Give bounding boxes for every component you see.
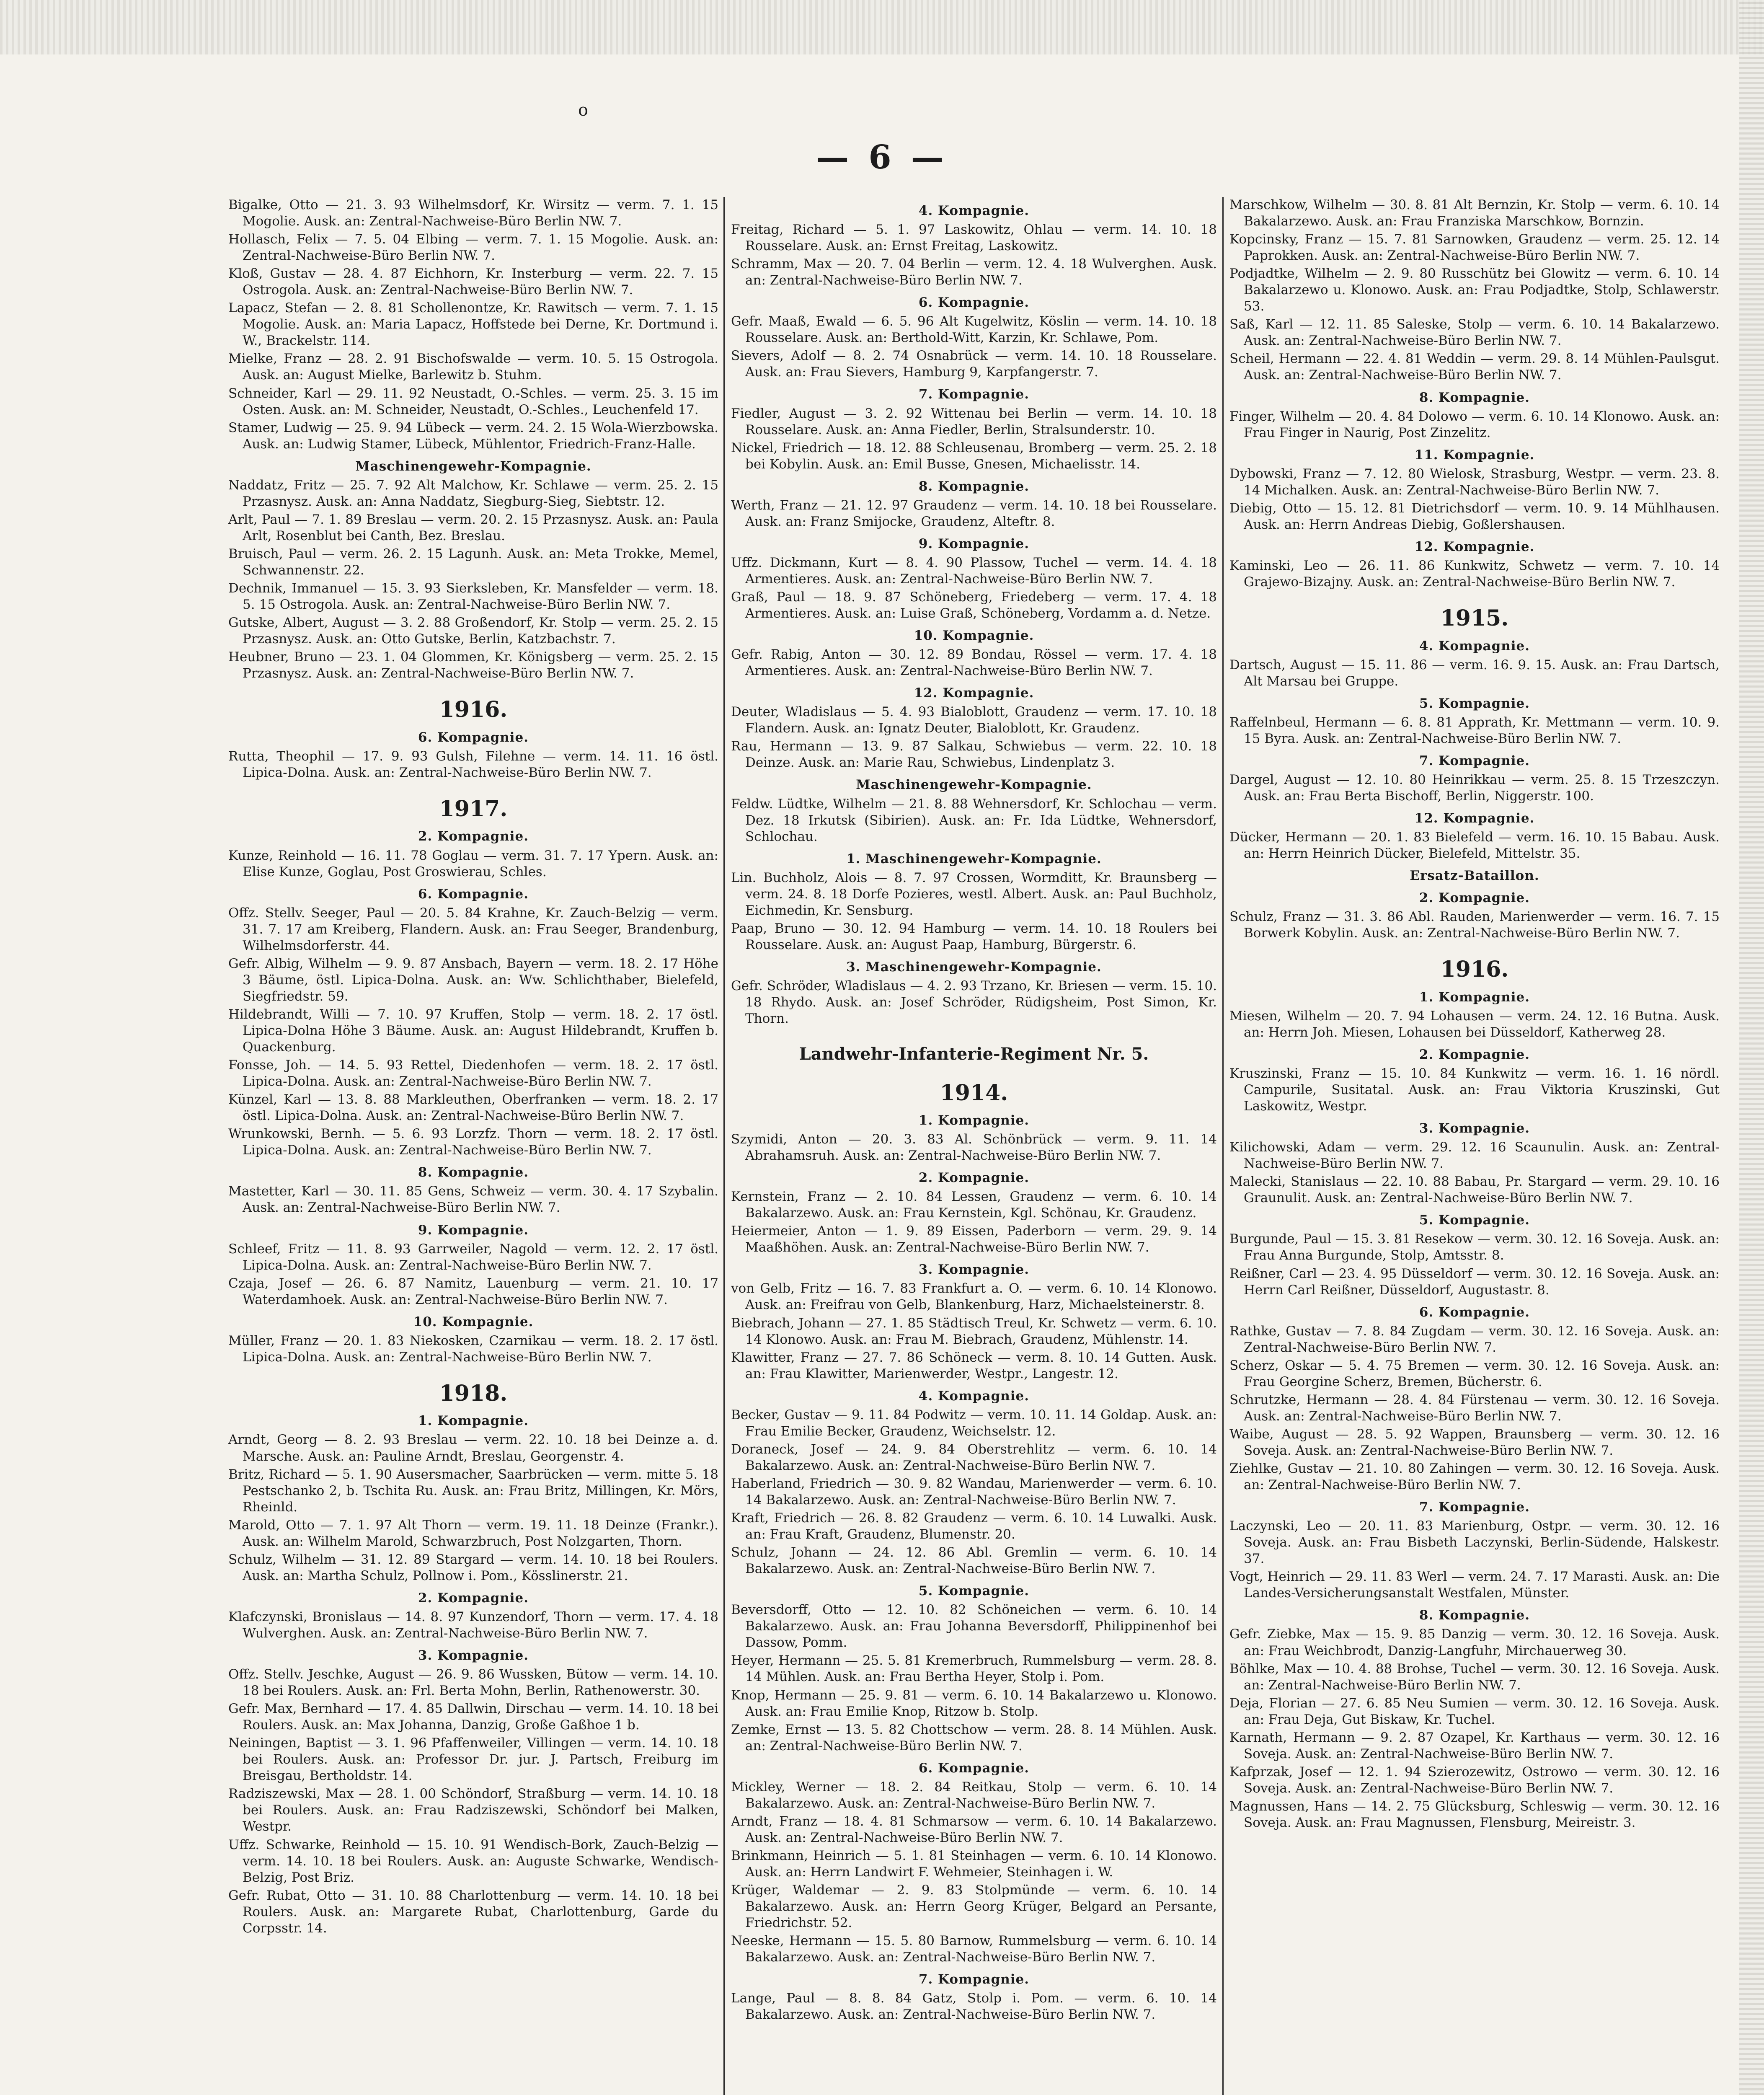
- company-heading: 10. Kompagnie.: [914, 628, 1034, 644]
- list-entry: Czaja, Josef — 26. 6. 87 Namitz, Lauenburg — verm. 21. 10. 17 Waterdamhoek. Ausk. an: Zentral-Nachweise-Büro Berlin NW. 7.: [228, 1275, 718, 1307]
- year-heading: 1916.: [439, 697, 508, 723]
- list-entry: Hildebrandt, Willi — 7. 10. 97 Kruffen, Stolp — verm. 18. 2. 17 östl. Lipica-Dolna Höhe 3 Bäume. Ausk. an: August Hildebrandt, Kruffen b. Quackenburg.: [228, 1006, 718, 1055]
- company-heading: 2. Kompagnie.: [418, 829, 529, 844]
- list-entry: Dartsch, August — 15. 11. 86 — verm. 16. 9. 15. Ausk. an: Frau Dartsch, Alt Marsau bei Gruppe.: [1229, 657, 1720, 689]
- company-heading: 7. Kompagnie.: [1419, 1500, 1530, 1515]
- company-heading: 7. Kompagnie.: [918, 1972, 1030, 1987]
- list-entry: Miesen, Wilhelm — 20. 7. 94 Lohausen — verm. 24. 12. 16 Butna. Ausk. an: Herrn Joh. Miesen, Lohausen bei Düsseldorf, Katherweg 28.: [1229, 1008, 1720, 1040]
- list-entry: Nickel, Friedrich — 18. 12. 88 Schleusenau, Bromberg — verm. 25. 2. 18 bei Kobylin. Ausk. an: Emil Busse, Gnesen, Michaelisstr. 14.: [731, 440, 1217, 472]
- list-entry: Dybowski, Franz — 7. 12. 80 Wielosk, Strasburg, Westpr. — verm. 23. 8. 14 Michalken. Ausk. an: Zentral-Nachweise-Büro Berlin NW. 7.: [1229, 466, 1720, 498]
- list-entry: Reißner, Carl — 23. 4. 95 Düsseldorf — verm. 30. 12. 16 Soveja. Ausk. an: Herrn Carl Reißner, Düsseldorf, Augustastr. 8.: [1229, 1266, 1720, 1298]
- list-entry: Künzel, Karl — 13. 8. 88 Markleuthen, Oberfranken — verm. 18. 2. 17 östl. Lipica-Dolna. Ausk. an: Zentral-Nachweise-Büro Berlin NW. 7.: [228, 1092, 718, 1124]
- list-entry: Paap, Bruno — 30. 12. 94 Hamburg — verm. 14. 10. 18 Roulers bei Rousselare. Ausk. an: August Paap, Hamburg, Bürgerstr. 6.: [731, 921, 1217, 952]
- list-entry: Beversdorff, Otto — 12. 10. 82 Schöneichen — verm. 6. 10. 14 Bakalarzewo. Ausk. an: Frau Johanna Beversdorff, Philippinenhof bei Dassow, Pomm.: [731, 1602, 1217, 1650]
- list-entry: Kafprzak, Josef — 12. 1. 94 Szierozewitz, Ostrowo — verm. 30. 12. 16 Soveja. Ausk. an: Zentral-Nachweise-Büro Berlin NW. 7.: [1229, 1764, 1720, 1796]
- year-heading: 1918.: [439, 1380, 508, 1406]
- company-heading: 4. Kompagnie.: [1419, 638, 1530, 654]
- year-heading: 1916.: [1440, 957, 1509, 983]
- list-entry: Finger, Wilhelm — 20. 4. 84 Dolowo — verm. 6. 10. 14 Klonowo. Ausk. an: Frau Finger in Naurig, Post Zinzelitz.: [1229, 409, 1720, 440]
- list-entry: Diebig, Otto — 15. 12. 81 Dietrichsdorf — verm. 10. 9. 14 Mühlhausen. Ausk. an: Herrn Andreas Diebig, Goßlershausen.: [1229, 500, 1720, 532]
- list-entry: Kunze, Reinhold — 16. 11. 78 Goglau — verm. 31. 7. 17 Ypern. Ausk. an: Elise Kunze, Goglau, Post Groswierau, Schles.: [228, 848, 718, 879]
- list-entry: Naddatz, Fritz — 25. 7. 92 Alt Malchow, Kr. Schlawe — verm. 25. 2. 15 Przasnysz. Ausk. an: Anna Naddatz, Siegburg-Sieg, Siebtstr. 12.: [228, 477, 718, 509]
- list-entry: Schulz, Wilhelm — 31. 12. 89 Stargard — verm. 14. 10. 18 bei Roulers. Ausk. an: Martha Schulz, Pollnow i. Pom., Kösslinerstr. 21.: [228, 1552, 718, 1583]
- list-entry: Doraneck, Josef — 24. 9. 84 Oberstrehlitz — verm. 6. 10. 14 Bakalarzewo. Ausk. an: Zentral-Nachweise-Büro Berlin NW. 7.: [731, 1441, 1217, 1473]
- list-entry: Rathke, Gustav — 7. 8. 84 Zugdam — verm. 30. 12. 16 Soveja. Ausk. an: Zentral-Nachweise-Büro Berlin NW. 7.: [1229, 1323, 1720, 1355]
- list-entry: Lange, Paul — 8. 8. 84 Gatz, Stolp i. Pom. — verm. 6. 10. 14 Bakalarzewo. Ausk. an: Zentral-Nachweise-Büro Berlin NW. 7.: [731, 1991, 1217, 2023]
- list-entry: Lapacz, Stefan — 2. 8. 81 Schollenontze, Kr. Rawitsch — verm. 7. 1. 15 Mogolie. Ausk. an: Maria Lapacz, Hoffstede bei Derne, Kr. Dortmund i. W., Brackelstr. 114.: [228, 300, 718, 349]
- list-entry: Deja, Florian — 27. 6. 85 Neu Sumien — verm. 30. 12. 16 Soveja. Ausk. an: Frau Deja, Gut Biskaw, Kr. Tuchel.: [1229, 1695, 1720, 1727]
- list-entry: Gefr. Maaß, Ewald — 6. 5. 96 Alt Kugelwitz, Köslin — verm. 14. 10. 18 Rousselare. Ausk. an: Berthold-Witt, Karzin, Kr. Schlawe, Pom.: [731, 314, 1217, 346]
- company-heading: 1. Maschinengewehr-Kompagnie.: [846, 851, 1102, 866]
- list-entry: Deuter, Wladislaus — 5. 4. 93 Bialoblott, Graudenz — verm. 17. 10. 18 Flandern. Ausk. an: Ignatz Deuter, Bialoblott, Kr. Graudenz.: [731, 704, 1217, 736]
- column-divider: [1222, 197, 1224, 2095]
- list-entry: Kruszinski, Franz — 15. 10. 84 Kunkwitz — verm. 16. 1. 16 nördl. Campurile, Susitatal. Ausk. an: Frau Viktoria Kruszinski, Gut Laskowitz, Westpr.: [1229, 1066, 1720, 1114]
- list-entry: Mastetter, Karl — 30. 11. 85 Gens, Schweiz — verm. 30. 4. 17 Szybalin. Ausk. an: Zentral-Nachweise-Büro Berlin NW. 7.: [228, 1184, 718, 1216]
- list-entry: Kloß, Gustav — 28. 4. 87 Eichhorn, Kr. Insterburg — verm. 22. 7. 15 Ostrogola. Ausk. an: Zentral-Nachweise-Büro Berlin NW. 7.: [228, 266, 718, 298]
- list-entry: Heyer, Hermann — 25. 5. 81 Kremerbruch, Rummelsburg — verm. 28. 8. 14 Mühlen. Ausk. an: Frau Bertha Heyer, Stolp i. Pom.: [731, 1653, 1217, 1685]
- company-heading: 3. Kompagnie.: [418, 1648, 529, 1663]
- list-entry: Klafczynski, Bronislaus — 14. 8. 97 Kunzendorf, Thorn — verm. 17. 4. 18 Wulverghen. Ausk. an: Zentral-Nachweise-Büro Berlin NW. 7.: [228, 1609, 718, 1641]
- company-heading: 8. Kompagnie.: [1419, 1608, 1530, 1623]
- column-divider: [723, 197, 725, 2095]
- list-entry: Knop, Hermann — 25. 9. 81 — verm. 6. 10. 14 Bakalarzewo u. Klonowo. Ausk. an: Frau Emilie Knop, Ritzow b. Stolp.: [731, 1687, 1217, 1719]
- list-entry: Britz, Richard — 5. 1. 90 Ausersmacher, Saarbrücken — verm. mitte 5. 18 Pestschanko 2, b. Tschita Ru. Ausk. an: Frau Britz, Millingen, Kr. Mörs, Rheinld.: [228, 1466, 718, 1515]
- list-entry: Gefr. Albig, Wilhelm — 9. 9. 87 Ansbach, Bayern — verm. 18. 2. 17 Höhe 3 Bäume, östl. Lipica-Dolna. Ausk. an: Ww. Schlichthaber, Bielefeld, Siegfriedstr. 59.: [228, 956, 718, 1004]
- company-heading: 6. Kompagnie.: [418, 886, 529, 902]
- list-entry: Krüger, Waldemar — 2. 9. 83 Stolpmünde — verm. 6. 10. 14 Bakalarzewo. Ausk. an: Herrn Georg Krüger, Belgard an Persante, Friedrichstr. 52.: [731, 1883, 1217, 1931]
- company-heading: 1. Kompagnie.: [1419, 989, 1530, 1005]
- company-heading: 3. Kompagnie.: [1419, 1121, 1530, 1136]
- list-entry: Müller, Franz — 20. 1. 83 Niekosken, Czarnikau — verm. 18. 2. 17 östl. Lipica-Dolna. Ausk. an: Zentral-Nachweise-Büro Berlin NW. 7.: [228, 1333, 718, 1365]
- list-entry: Schrutzke, Hermann — 28. 4. 84 Fürstenau — verm. 30. 12. 16 Soveja. Ausk. an: Zentral-Nachweise-Büro Berlin NW. 7.: [1229, 1392, 1720, 1424]
- list-entry: Zemke, Ernst — 13. 5. 82 Chottschow — verm. 28. 8. 14 Mühlen. Ausk. an: Zentral-Nachweise-Büro Berlin NW. 7.: [731, 1722, 1217, 1754]
- company-heading: Maschinengewehr-Kompagnie.: [355, 458, 591, 474]
- scan-edge-top: [0, 0, 1764, 54]
- list-entry: Szymidi, Anton — 20. 3. 83 Al. Schönbrück — verm. 9. 11. 14 Abrahamsruh. Ausk. an: Zentral-Nachweise-Büro Berlin NW. 7.: [731, 1132, 1217, 1164]
- list-entry: Laczynski, Leo — 20. 11. 83 Marienburg, Ostpr. — verm. 30. 12. 16 Soveja. Ausk. an: Frau Bisbeth Laczynski, Berlin-Südende, Halskestr. 37.: [1229, 1518, 1720, 1567]
- list-entry: Schleef, Fritz — 11. 8. 93 Garrweiler, Nagold — verm. 12. 2. 17 östl. Lipica-Dolna. Ausk. an: Zentral-Nachweise-Büro Berlin NW. 7.: [228, 1241, 718, 1273]
- list-entry: Kaminski, Leo — 26. 11. 86 Kunkwitz, Schwetz — verm. 7. 10. 14 Grajewo-Bizajny. Ausk. an: Zentral-Nachweise-Büro Berlin NW. 7.: [1229, 558, 1720, 590]
- list-entry: Offz. Stellv. Seeger, Paul — 20. 5. 84 Krahne, Kr. Zauch-Belzig — verm. 31. 7. 17 am Kreiberg, Flandern. Ausk. an: Frau Seeger, Brandenburg, Wilhelmsdorferstr. 44.: [228, 905, 718, 953]
- list-entry: Magnussen, Hans — 14. 2. 75 Glücksburg, Schleswig — verm. 30. 12. 16 Soveja. Ausk. an: Frau Magnussen, Flensburg, Meireistr. 3.: [1229, 1798, 1720, 1830]
- list-entry: Arndt, Georg — 8. 2. 93 Breslau — verm. 22. 10. 18 bei Deinze a. d. Marsche. Ausk. an: Pauline Arndt, Breslau, Georgenstr. 4.: [228, 1432, 718, 1464]
- company-heading: 6. Kompagnie.: [418, 729, 529, 745]
- list-entry: Schneider, Karl — 29. 11. 92 Neustadt, O.-Schles. — verm. 25. 3. 15 im Osten. Ausk. an: M. Schneider, Neustadt, O.-Schles., Leuchenfeld 17.: [228, 385, 718, 417]
- company-heading: 6. Kompagnie.: [1419, 1304, 1530, 1320]
- company-heading: 4. Kompagnie.: [918, 203, 1030, 218]
- page-number: — 6 —: [816, 138, 948, 176]
- list-entry: Scheil, Hermann — 22. 4. 81 Weddin — verm. 29. 8. 14 Mühlen-Paulsgut. Ausk. an: Zentral-Nachweise-Büro Berlin NW. 7.: [1229, 351, 1720, 383]
- company-heading: 3. Maschinengewehr-Kompagnie.: [846, 959, 1102, 975]
- list-entry: Mielke, Franz — 28. 2. 91 Bischofswalde — verm. 10. 5. 15 Ostrogola. Ausk. an: August Mielke, Barlewitz b. Stuhm.: [228, 351, 718, 383]
- list-entry: Wrunkowski, Bernh. — 5. 6. 93 Lorzfz. Thorn — verm. 18. 2. 17 östl. Lipica-Dolna. Ausk. an: Zentral-Nachweise-Büro Berlin NW. 7.: [228, 1126, 718, 1158]
- list-entry: Ziehlke, Gustav — 21. 10. 80 Zahingen — verm. 30. 12. 16 Soveja. Ausk. an: Zentral-Nachweise-Büro Berlin NW. 7.: [1229, 1461, 1720, 1493]
- list-entry: Rau, Hermann — 13. 9. 87 Salkau, Schwiebus — verm. 22. 10. 18 Deinze. Ausk. an: Marie Rau, Schwiebus, Lindenplatz 3.: [731, 739, 1217, 771]
- list-entry: Gefr. Schröder, Wladislaus — 4. 2. 93 Trzano, Kr. Briesen — verm. 15. 10. 18 Rhydo. Ausk. an: Josef Schröder, Rüdigsheim, Post Simon, Kr. Thorn.: [731, 978, 1217, 1027]
- list-entry: Klawitter, Franz — 27. 7. 86 Schöneck — verm. 8. 10. 14 Gutten. Ausk. an: Frau Klawitter, Marienwerder, Westpr., Langestr. 12.: [731, 1350, 1217, 1381]
- year-heading: 1914.: [940, 1080, 1008, 1106]
- company-heading: 2. Kompagnie.: [418, 1590, 529, 1606]
- company-heading: 5. Kompagnie.: [1419, 696, 1530, 711]
- scan-edge-right: [1739, 0, 1764, 2095]
- list-entry: Sievers, Adolf — 8. 2. 74 Osnabrück — verm. 14. 10. 18 Rousselare. Ausk. an: Frau Sievers, Hamburg 9, Karpfangerstr. 7.: [731, 348, 1217, 380]
- list-entry: Kopcinsky, Franz — 15. 7. 81 Sarnowken, Graudenz — verm. 25. 12. 14 Paprokken. Ausk. an: Zentral-Nachweise-Büro Berlin NW. 7.: [1229, 232, 1720, 264]
- year-heading: 1917.: [439, 796, 508, 822]
- company-heading: 6. Kompagnie.: [918, 1760, 1030, 1776]
- company-heading: 12. Kompagnie.: [914, 685, 1034, 701]
- list-entry: Gefr. Rubat, Otto — 31. 10. 88 Charlottenburg — verm. 14. 10. 18 bei Roulers. Ausk. an: Margarete Rubat, Charlottenburg, Garde du Corpsstr. 14.: [228, 1888, 718, 1936]
- company-heading: 6. Kompagnie.: [918, 295, 1030, 310]
- company-heading: 1. Kompagnie.: [918, 1113, 1030, 1128]
- list-entry: Neeske, Hermann — 15. 5. 80 Barnow, Rummelsburg — verm. 6. 10. 14 Bakalarzewo. Ausk. an: Zentral-Nachweise-Büro Berlin NW. 7.: [731, 1933, 1217, 1965]
- list-entry: Radziszewski, Max — 28. 1. 00 Schöndorf, Straßburg — verm. 14. 10. 18 bei Roulers. Ausk. an: Frau Radziszewski, Schöndorf bei Malken, Westpr.: [228, 1786, 718, 1834]
- company-heading: 2. Kompagnie.: [1419, 1047, 1530, 1062]
- year-heading: 1915.: [1440, 605, 1509, 631]
- column-middle: [731, 197, 1217, 2095]
- company-heading: 8. Kompagnie.: [1419, 390, 1530, 405]
- list-entry: Kilichowski, Adam — verm. 29. 12. 16 Scaunulin. Ausk. an: Zentral-Nachweise-Büro Berlin NW. 7.: [1229, 1140, 1720, 1172]
- list-entry: Rutta, Theophil — 17. 9. 93 Gulsh, Filehne — verm. 14. 11. 16 östl. Lipica-Dolna. Ausk. an: Zentral-Nachweise-Büro Berlin NW. 7.: [228, 748, 718, 780]
- company-heading: Maschinengewehr-Kompagnie.: [856, 777, 1092, 793]
- list-entry: Schulz, Franz — 31. 3. 86 Abl. Rauden, Marienwerder — verm. 16. 7. 15 Borwerk Kobylin. Ausk. an: Zentral-Nachweise-Büro Berlin NW. 7.: [1229, 909, 1720, 941]
- company-heading: 3. Kompagnie.: [918, 1262, 1030, 1278]
- list-entry: Bigalke, Otto — 21. 3. 93 Wilhelmsdorf, Kr. Wirsitz — verm. 7. 1. 15 Mogolie. Ausk. an: Zentral-Nachweise-Büro Berlin NW. 7.: [228, 197, 718, 229]
- list-entry: Saß, Karl — 12. 11. 85 Saleske, Stolp — verm. 6. 10. 14 Bakalarzewo. Ausk. an: Zentral-Nachweise-Büro Berlin NW. 7.: [1229, 317, 1720, 349]
- list-entry: Böhlke, Max — 10. 4. 88 Brohse, Tuchel — verm. 30. 12. 16 Soveja. Ausk. an: Zentral-Nachweise-Büro Berlin NW. 7.: [1229, 1661, 1720, 1693]
- list-entry: Heubner, Bruno — 23. 1. 04 Glommen, Kr. Königsberg — verm. 25. 2. 15 Przasnysz. Ausk. an: Zentral-Nachweise-Büro Berlin NW. 7.: [228, 649, 718, 681]
- company-heading: 8. Kompagnie.: [918, 478, 1030, 494]
- list-entry: Raffelnbeul, Hermann — 6. 8. 81 Apprath, Kr. Mettmann — verm. 10. 9. 15 Byra. Ausk. an: Zentral-Nachweise-Büro Berlin NW. 7.: [1229, 714, 1720, 746]
- company-heading: 7. Kompagnie.: [1419, 753, 1530, 768]
- list-entry: Karnath, Hermann — 9. 2. 87 Ozapel, Kr. Karthaus — verm. 30. 12. 16 Soveja. Ausk. an: Zentral-Nachweise-Büro Berlin NW. 7.: [1229, 1730, 1720, 1761]
- company-heading: 10. Kompagnie.: [413, 1314, 534, 1329]
- list-entry: Gutske, Albert, August — 3. 2. 88 Großendorf, Kr. Stolp — verm. 25. 2. 15 Przasnysz. Ausk. an: Otto Gutske, Berlin, Katzbachstr. 7.: [228, 615, 718, 647]
- list-entry: Graß, Paul — 18. 9. 87 Schöneberg, Friedeberg — verm. 17. 4. 18 Armentieres. Ausk. an: Luise Graß, Schöneberg, Vordamm a. d. Netze.: [731, 589, 1217, 621]
- list-entry: Arndt, Franz — 18. 4. 81 Schmarsow — verm. 6. 10. 14 Bakalarzewo. Ausk. an: Zentral-Nachweise-Büro Berlin NW. 7.: [731, 1813, 1217, 1845]
- company-heading: 12. Kompagnie.: [1414, 810, 1535, 826]
- company-heading: 1. Kompagnie.: [418, 1413, 529, 1429]
- company-heading: 5. Kompagnie.: [1419, 1213, 1530, 1228]
- list-entry: von Gelb, Fritz — 16. 7. 83 Frankfurt a. O. — verm. 6. 10. 14 Klonowo. Ausk. an: Freifrau von Gelb, Blankenburg, Harz, Michaelsteinerstr. 8.: [731, 1281, 1217, 1313]
- list-entry: Uffz. Dickmann, Kurt — 8. 4. 90 Plassow, Tuchel — verm. 14. 4. 18 Armentieres. Ausk. an: Zentral-Nachweise-Büro Berlin NW. 7.: [731, 555, 1217, 587]
- list-entry: Lin. Buchholz, Alois — 8. 7. 97 Crossen, Wormditt, Kr. Braunsberg — verm. 24. 8. 18 Dorfe Pozieres, westl. Albert. Ausk. an: Paul Buchholz, Eichmedin, Kr. Sensburg.: [731, 870, 1217, 918]
- company-heading: 8. Kompagnie.: [418, 1165, 529, 1180]
- column-right: [1229, 197, 1720, 2095]
- list-entry: Marold, Otto — 7. 1. 97 Alt Thorn — verm. 19. 11. 18 Deinze (Frankr.). Ausk. an: Wilhelm Marold, Schwarzbruch, Post Nolzgarten, Thorn.: [228, 1517, 718, 1549]
- list-entry: Burgunde, Paul — 15. 3. 81 Resekow — verm. 30. 12. 16 Soveja. Ausk. an: Frau Anna Burgunde, Stolp, Amtsstr. 8.: [1229, 1231, 1720, 1263]
- company-heading: 4. Kompagnie.: [918, 1388, 1030, 1404]
- list-entry: Podjadtke, Wilhelm — 2. 9. 80 Russchütz bei Glowitz — verm. 6. 10. 14 Bakalarzewo u. Klonowo. Ausk. an: Frau Podjadtke, Stolp, Schlawerstr. 53.: [1229, 266, 1720, 314]
- list-entry: Biebrach, Johann — 27. 1. 85 Städtisch Treul, Kr. Schwetz — verm. 6. 10. 14 Klonowo. Ausk. an: Frau M. Biebrach, Graudenz, Mühlenstr. 14.: [731, 1315, 1217, 1347]
- list-entry: Malecki, Stanislaus — 22. 10. 88 Babau, Pr. Stargard — verm. 29. 10. 16 Graunulit. Ausk. an: Zentral-Nachweise-Büro Berlin NW. 7.: [1229, 1174, 1720, 1206]
- company-heading: 7. Kompagnie.: [918, 387, 1030, 402]
- list-entry: Brinkmann, Heinrich — 5. 1. 81 Steinhagen — verm. 6. 10. 14 Klonowo. Ausk. an: Herrn Landwirt F. Wehmeier, Steinhagen i. W.: [731, 1848, 1217, 1880]
- list-entry: Arlt, Paul — 7. 1. 89 Breslau — verm. 20. 2. 15 Przasnysz. Ausk. an: Paula Arlt, Rosenblut bei Canth, Bez. Breslau.: [228, 512, 718, 543]
- list-entry: Kraft, Friedrich — 26. 8. 82 Graudenz — verm. 6. 10. 14 Luwalki. Ausk. an: Frau Kraft, Graudenz, Blumenstr. 20.: [731, 1510, 1217, 1542]
- list-entry: Dücker, Hermann — 20. 1. 83 Bielefeld — verm. 16. 10. 15 Babau. Ausk. an: Herrn Heinrich Dücker, Bielefeld, Mittelstr. 35.: [1229, 830, 1720, 861]
- list-entry: Stamer, Ludwig — 25. 9. 94 Lübeck — verm. 24. 2. 15 Wola-Wierzbowska. Ausk. an: Ludwig Stamer, Lübeck, Mühlentor, Friedrich-Franz-Halle.: [228, 420, 718, 452]
- list-entry: Fiedler, August — 3. 2. 92 Wittenau bei Berlin — verm. 14. 10. 18 Rousselare. Ausk. an: Anna Fiedler, Berlin, Stralsunderstr. 10.: [731, 406, 1217, 437]
- column-left: [228, 197, 718, 2095]
- list-entry: Fonsse, Joh. — 14. 5. 93 Rettel, Diedenhofen — verm. 18. 2. 17 östl. Lipica-Dolna. Ausk. an: Zentral-Nachweise-Büro Berlin NW. 7.: [228, 1058, 718, 1089]
- list-entry: Heiermeier, Anton — 1. 9. 89 Eissen, Paderborn — verm. 29. 9. 14 Maaßhöhen. Ausk. an: Zentral-Nachweise-Büro Berlin NW. 7.: [731, 1223, 1217, 1255]
- list-entry: Neiningen, Baptist — 3. 1. 96 Pfaffenweiler, Villingen — verm. 14. 10. 18 bei Roulers. Ausk. an: Professor Dr. jur. J. Partsch, Freiburg im Breisgau, Bertholdstr. 14.: [228, 1735, 718, 1784]
- list-entry: Dechnik, Immanuel — 15. 3. 93 Sierksleben, Kr. Mansfelder — verm. 18. 5. 15 Ostrogola. Ausk. an: Zentral-Nachweise-Büro Berlin NW. 7.: [228, 581, 718, 613]
- ink-mark: o: [578, 101, 589, 120]
- company-heading: 9. Kompagnie.: [918, 536, 1030, 551]
- list-entry: Freitag, Richard — 5. 1. 97 Laskowitz, Ohlau — verm. 14. 10. 18 Rousselare. Ausk. an: Ernst Freitag, Laskowitz.: [731, 222, 1217, 254]
- list-entry: Waibe, August — 28. 5. 92 Wappen, Braunsberg — verm. 30. 12. 16 Soveja. Ausk. an: Zentral-Nachweise-Büro Berlin NW. 7.: [1229, 1426, 1720, 1458]
- list-entry: Scherz, Oskar — 5. 4. 75 Bremen — verm. 30. 12. 16 Soveja. Ausk. an: Frau Georgine Scherz, Bremen, Bücherstr. 6.: [1229, 1358, 1720, 1389]
- list-entry: Becker, Gustav — 9. 11. 84 Podwitz — verm. 10. 11. 14 Goldap. Ausk. an: Frau Emilie Becker, Graudenz, Weichselstr. 12.: [731, 1407, 1217, 1439]
- list-entry: Gefr. Rabig, Anton — 30. 12. 89 Bondau, Rössel — verm. 17. 4. 18 Armentieres. Ausk. an: Zentral-Nachweise-Büro Berlin NW. 7.: [731, 647, 1217, 679]
- list-entry: Bruisch, Paul — verm. 26. 2. 15 Lagunh. Ausk. an: Meta Trokke, Memel, Schwannenstr. 22.: [228, 546, 718, 578]
- company-heading: 12. Kompagnie.: [1414, 539, 1535, 554]
- company-heading: 2. Kompagnie.: [918, 1170, 1030, 1186]
- list-entry: Marschkow, Wilhelm — 30. 8. 81 Alt Bernzin, Kr. Stolp — verm. 6. 10. 14 Bakalarzewo. Ausk. an: Frau Franziska Marschkow, Bornzin.: [1229, 197, 1720, 229]
- list-entry: Schramm, Max — 20. 7. 04 Berlin — verm. 12. 4. 18 Wulverghen. Ausk. an: Zentral-Nachweise-Büro Berlin NW. 7.: [731, 256, 1217, 288]
- list-entry: Uffz. Schwarke, Reinhold — 15. 10. 91 Wendisch-Bork, Zauch-Belzig — verm. 14. 10. 18 bei Roulers. Ausk. an: Auguste Schwarke, Wendisch-Belzig, Post Briz.: [228, 1837, 718, 1885]
- list-entry: Werth, Franz — 21. 12. 97 Graudenz — verm. 14. 10. 18 bei Rousselare. Ausk. an: Franz Smijocke, Graudenz, Alteftr. 8.: [731, 497, 1217, 529]
- list-entry: Dargel, August — 12. 10. 80 Heinrikkau — verm. 25. 8. 15 Trzeszczyn. Ausk. an: Frau Berta Bischoff, Berlin, Niggerstr. 100.: [1229, 772, 1720, 804]
- list-entry: Kernstein, Franz — 2. 10. 84 Lessen, Graudenz — verm. 6. 10. 14 Bakalarzewo. Ausk. an: Frau Kernstein, Kgl. Schönau, Kr. Graudenz.: [731, 1189, 1217, 1221]
- company-heading: Ersatz-Bataillon.: [1410, 868, 1539, 884]
- company-heading: 5. Kompagnie.: [918, 1583, 1030, 1599]
- list-entry: Schulz, Johann — 24. 12. 86 Abl. Gremlin — verm. 6. 10. 14 Bakalarzewo. Ausk. an: Zentral-Nachweise-Büro Berlin NW. 7.: [731, 1545, 1217, 1577]
- list-entry: Mickley, Werner — 18. 2. 84 Reitkau, Stolp — verm. 6. 10. 14 Bakalarzewo. Ausk. an: Zentral-Nachweise-Büro Berlin NW. 7.: [731, 1779, 1217, 1811]
- regiment-heading: Landwehr-Infanterie-Regiment Nr. 5.: [799, 1044, 1149, 1064]
- list-entry: Offz. Stellv. Jeschke, August — 26. 9. 86 Wussken, Bütow — verm. 14. 10. 18 bei Roulers. Ausk. an: Frl. Berta Mohn, Berlin, Rathenowerstr. 30.: [228, 1667, 718, 1699]
- list-entry: Hollasch, Felix — 7. 5. 04 Elbing — verm. 7. 1. 15 Mogolie. Ausk. an: Zentral-Nachweise-Büro Berlin NW. 7.: [228, 232, 718, 264]
- list-entry: Vogt, Heinrich — 29. 11. 83 Werl — verm. 24. 7. 17 Marasti. Ausk. an: Die Landes-Versicherungsanstalt Westfalen, Münster.: [1229, 1569, 1720, 1601]
- list-entry: Gefr. Ziebke, Max — 15. 9. 85 Danzig — verm. 30. 12. 16 Soveja. Ausk. an: Frau Weichbrodt, Danzig-Langfuhr, Mirchauerweg 30.: [1229, 1627, 1720, 1658]
- list-entry: Gefr. Max, Bernhard — 17. 4. 85 Dallwin, Dirschau — verm. 14. 10. 18 bei Roulers. Ausk. an: Max Johanna, Danzig, Große Gaßhoe 1 b.: [228, 1701, 718, 1733]
- company-heading: 2. Kompagnie.: [1419, 890, 1530, 906]
- company-heading: 11. Kompagnie.: [1414, 447, 1535, 463]
- list-entry: Feldw. Lüdtke, Wilhelm — 21. 8. 88 Wehnersdorf, Kr. Schlochau — verm. Dez. 18 Irkutsk (Sibirien). Ausk. an: Fr. Ida Lüdtke, Wehnersdorf, Schlochau.: [731, 796, 1217, 844]
- company-heading: 9. Kompagnie.: [418, 1222, 529, 1238]
- list-entry: Haberland, Friedrich — 30. 9. 82 Wandau, Marienwerder — verm. 6. 10. 14 Bakalarzewo. Ausk. an: Zentral-Nachweise-Büro Berlin NW. 7.: [731, 1476, 1217, 1508]
